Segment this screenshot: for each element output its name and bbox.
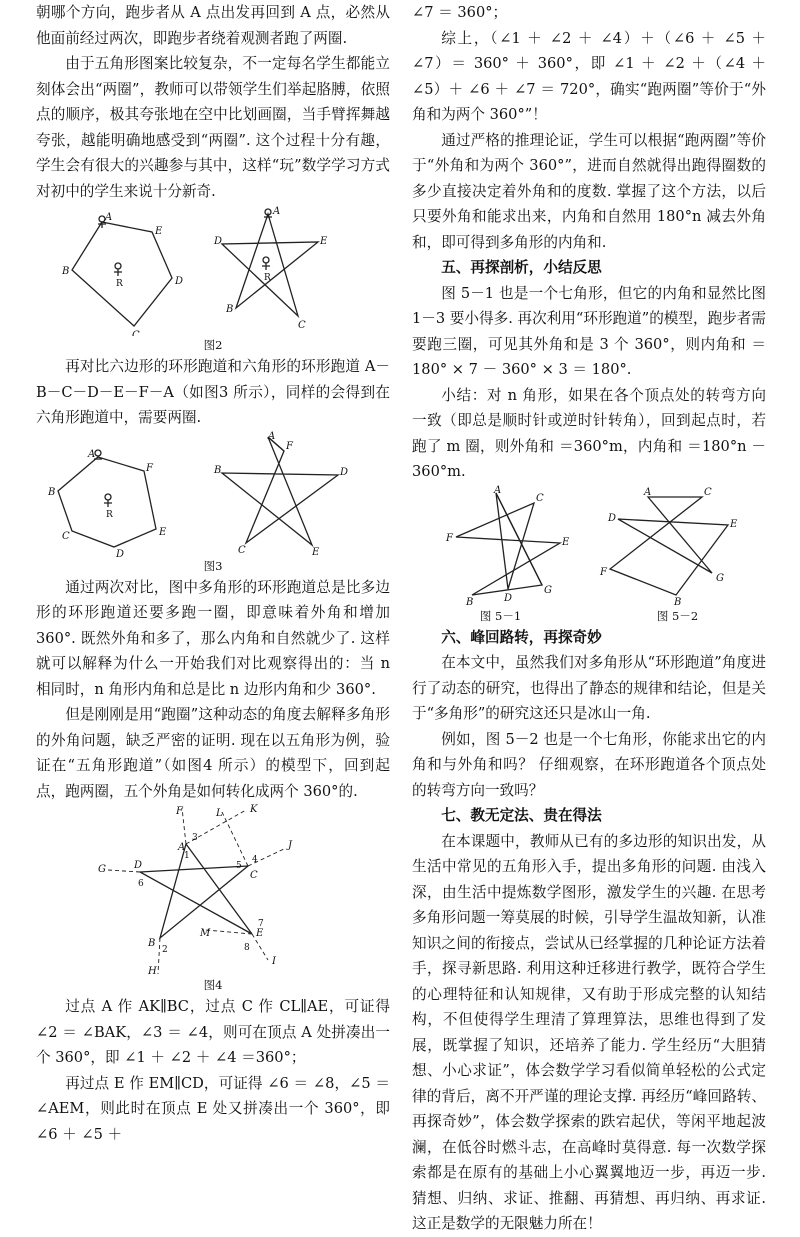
observer-icon <box>262 257 270 270</box>
pentagram-track <box>140 844 252 938</box>
paragraph: 图 5－1 也是一个七角形，但它的内角和显然比图 1－3 要小得多. 再次利用“环形跑道”的模型，跑步者需要跑三圈，可见其外角和是 3 个 360°，则内角和 ＝ 180° × 7 － 360° × 3 ＝ 180°. <box>412 284 766 378</box>
angle-label: 2 <box>162 945 168 955</box>
vertex-label: G <box>716 572 724 584</box>
figure-caption: 图 5－2 <box>656 608 699 623</box>
vertex-label: A <box>88 448 96 460</box>
point-label: J <box>288 840 293 851</box>
left-column <box>36 0 390 1147</box>
figure-3-diagram <box>36 431 390 557</box>
paragraph: 但是刚刚是用“跑圈”这种动态的角度去解释多角形的外角问题，缺乏严密的证明. 现在以五角形为例，验证在“五角形跑道”（如图4 所示）的模型下，回到起点，跑两圈，五个外角是如何转化成两个 360°的. <box>36 706 390 800</box>
vertex-label: D <box>116 548 125 557</box>
angle-label: 7 <box>258 919 264 929</box>
hexagram-track <box>222 437 338 545</box>
vertex-label: A <box>494 484 502 496</box>
vertex-label: G <box>544 584 552 596</box>
vertex-label: D <box>175 276 184 287</box>
vertex-label: C <box>132 330 140 336</box>
vertex-label: A <box>644 486 652 498</box>
point-label: G <box>98 864 106 875</box>
point-label: K <box>250 804 258 815</box>
vertex-label: C <box>298 320 306 331</box>
paragraph: ∠7 ＝ 360°； <box>412 4 508 21</box>
heptagram-5-2 <box>610 497 728 595</box>
figure-captions <box>412 607 766 625</box>
paragraph: 例如，图 5－2 也是一个七角形，你能求出它的内角和与外角和吗？ 仔细观察，在环形跑道各个顶点处的转弯方向一致吗？ <box>412 730 766 799</box>
vertex-label: B <box>674 596 682 607</box>
vertex-label: E <box>159 526 167 538</box>
angle-label: 1 <box>184 851 190 861</box>
figure-2-diagram <box>36 204 390 336</box>
figure-caption: 图 5－1 <box>479 608 522 623</box>
paragraph: 在本课题中，教师从已有的多边形的知识出发，从生活中常见的五角形入手，提出多角形的问题. 由浅入深，由生活中提炼数学图形，激发学生的兴趣. 在思考多角形问题一筹莫展的时候，引导学生温故知新，认准知识之间的衔接点，尝试从已经掌握的几种论证方法着手，探寻新思路. 利用这种迁移进行教学，既符合学生的心理特征和认知规律，又有助于形成完整的认知结构，不但使得学生理清了算理算法，思维也得到了发展，既掌握了知识，还培养了能力. 学生经历“大胆猜想、小心求证”，体会数学学习看似简单轻松的公式定律的背后，离不开严谨的理论支撑. 再经历“峰回路转、再探奇妙”，体会数学探索的跌宕起伏，等闲平地起波澜，在低谷时燃斗志，在高峰时莫得意. 每一次数学探索都是在原有的基础上小心翼翼地迈一步，再迈一步. 猜想、归纳、求证、推翻、再猜想、再归纳、再求证. 这正是数学的无限魅力所在！ <box>412 832 766 1232</box>
paragraph: 过点 A 作 AK∥BC，过点 C 作 CL∥AE，可证得 ∠2 ＝ ∠BAK，∠3 ＝ ∠4，则可在顶点 A 处拼凑出一个 360°，即 ∠1 ＋ ∠2 ＋ ∠4 ＝360°； <box>36 998 390 1066</box>
vertex-label: B <box>226 304 234 315</box>
vertex-label: D <box>608 512 617 524</box>
paragraph: 由于五角形图案比较复杂，不一定每名学生都能立刻体会出“两圈”，教师可以带领学生们举起胳膊，依照点的顺序，极其夸张地在空中比划画圈，当手臂挥舞越夸张，越能明确地感受到“两圈”. 这个过程十分有趣，学生会有很大的兴趣参与其中，这样“玩”数学学习方式对初中的学生来说十分新奇. <box>36 55 390 200</box>
point-label: E <box>256 928 264 939</box>
point-label: M <box>200 928 211 939</box>
figure-2 <box>36 204 390 336</box>
vertex-label: A <box>273 206 281 217</box>
vertex-label: F <box>286 440 293 452</box>
figure-3 <box>36 431 390 557</box>
track-segment <box>496 493 542 585</box>
observer-icon <box>104 494 112 507</box>
figure-4 <box>36 804 390 976</box>
vertex-label: E <box>312 546 320 557</box>
paragraph: 小结：对 n 角形，如果在各个顶点处的转弯方向一致（即总是顺时针或逆时针转角），回到起点时，若跑了 m 圈，则外角和 ＝360°m，内角和 ＝180°n － 360°m. <box>412 386 766 480</box>
vertex-label: B <box>466 596 474 607</box>
observer-label: R <box>116 279 123 289</box>
angle-label: 6 <box>138 879 144 889</box>
figure-caption: 图2 <box>203 338 223 352</box>
figure-5 <box>412 485 766 607</box>
vertex-label: B <box>62 266 70 277</box>
angle-label: 5 <box>236 861 242 871</box>
figure-caption: 图4 <box>203 978 223 992</box>
line-CL <box>222 812 248 866</box>
paragraph: 在本文中，虽然我们对多角形从“环形跑道”角度进行了动态的研究，也得出了静态的规律和结论，但是关于“多角形”的研究这还只是冰山一角. <box>412 654 766 722</box>
vertex-label: E <box>730 518 738 530</box>
paragraph: 再过点 E 作 EM∥CD，可证得 ∠6 ＝ ∠8，∠5 ＝ ∠AEM，则此时在顶点 E 处又拼凑出一个 360°，即 ∠6 ＋ ∠5 ＋ <box>36 1074 390 1143</box>
line-BH <box>158 938 160 974</box>
vertex-label: A <box>268 430 276 442</box>
vertex-label: E <box>562 536 570 548</box>
vertex-label: E <box>155 226 163 237</box>
heptagram-5-1 <box>456 493 560 595</box>
vertex-label: C <box>238 544 246 556</box>
angle-label: 4 <box>252 855 258 865</box>
point-label: A <box>178 842 186 853</box>
figure-5-diagrams <box>412 485 766 607</box>
pentagon-track <box>72 222 172 326</box>
vertex-label: C <box>62 530 70 542</box>
point-label: F <box>176 806 183 817</box>
section-heading: 六、峰回路转，再探奇妙 <box>441 628 602 646</box>
paragraph: 综上，（∠1 ＋ ∠2 ＋ ∠4）＋（∠6 ＋ ∠5 ＋ ∠7）＝ 360° ＋ 360°，即 ∠1 ＋ ∠2 ＋（∠4 ＋ ∠5）＋ ∠6 ＋ ∠7 ＝ 720°，确实“跑两圈”等价于“外角和为两个 360°”！ <box>412 29 766 123</box>
vertex-label: F <box>600 566 607 578</box>
vertex-label: D <box>504 592 513 604</box>
vertex-label: B <box>48 486 56 498</box>
angle-label: 3 <box>192 833 198 843</box>
vertex-label: C <box>704 486 712 498</box>
vertex-label: B <box>214 464 222 476</box>
observer-icon <box>114 263 122 276</box>
figure-caption: 图3 <box>203 558 223 573</box>
figure-4-diagram <box>36 804 390 976</box>
point-label: L <box>216 808 223 819</box>
observer-label: R <box>264 273 271 283</box>
vertex-label: D <box>340 466 349 478</box>
paragraph: 朝哪个方向，跑步者从 A 点出发再回到 A 点，必然从他面前经过两次，即跑步者绕着观测者跑了两圈. <box>36 4 390 47</box>
paragraph: 通过严格的推理论证，学生可以根据“跑两圈”等价于“外角和为两个 360°”，进而自然就得出跑得圈数的多少直接决定着外角和的度数. 掌握了这个方法，以后只要外角和能求出来，内角和自然用 180°n 减去外角和，即可得到多角形的内角和. <box>412 131 766 251</box>
section-heading: 五、再探剖析，小结反思 <box>441 259 602 276</box>
paragraph: 再对比六边形的环形跑道和六角形的环形跑道 A－B－C－D－E－F－A（如图3 所示），同样的会得到在六角形跑道中，需要两圈. <box>36 358 390 426</box>
right-column <box>412 0 766 1237</box>
angle-label: 8 <box>244 943 250 953</box>
point-label: C <box>250 870 258 881</box>
pentagram-track <box>222 214 318 316</box>
vertex-label: F <box>446 532 453 544</box>
point-label: D <box>134 860 143 871</box>
vertex-label: F <box>146 462 153 474</box>
point-label: B <box>148 938 156 949</box>
point-label: H <box>148 966 157 976</box>
section-heading: 七、教无定法、贵在得法 <box>441 807 602 824</box>
vertex-label: E <box>320 236 328 247</box>
hexagon-track <box>58 457 156 547</box>
vertex-label: D <box>214 236 223 247</box>
observer-label: R <box>106 509 113 520</box>
point-label: I <box>272 956 276 967</box>
vertex-label: A <box>105 212 113 223</box>
paragraph: 通过两次对比，图中多角形的环形跑道总是比多边形的环形跑道还要多跑一圈，即意味着外角和增加 360°. 既然外角和多了，那么内角和自然就少了. 这样就可以解释为什么一开始我们对比观察得出的：当 n 相同时，n 角形内角和总是比 n 边形内角和少 360°. <box>36 578 390 698</box>
vertex-label: C <box>536 492 544 504</box>
